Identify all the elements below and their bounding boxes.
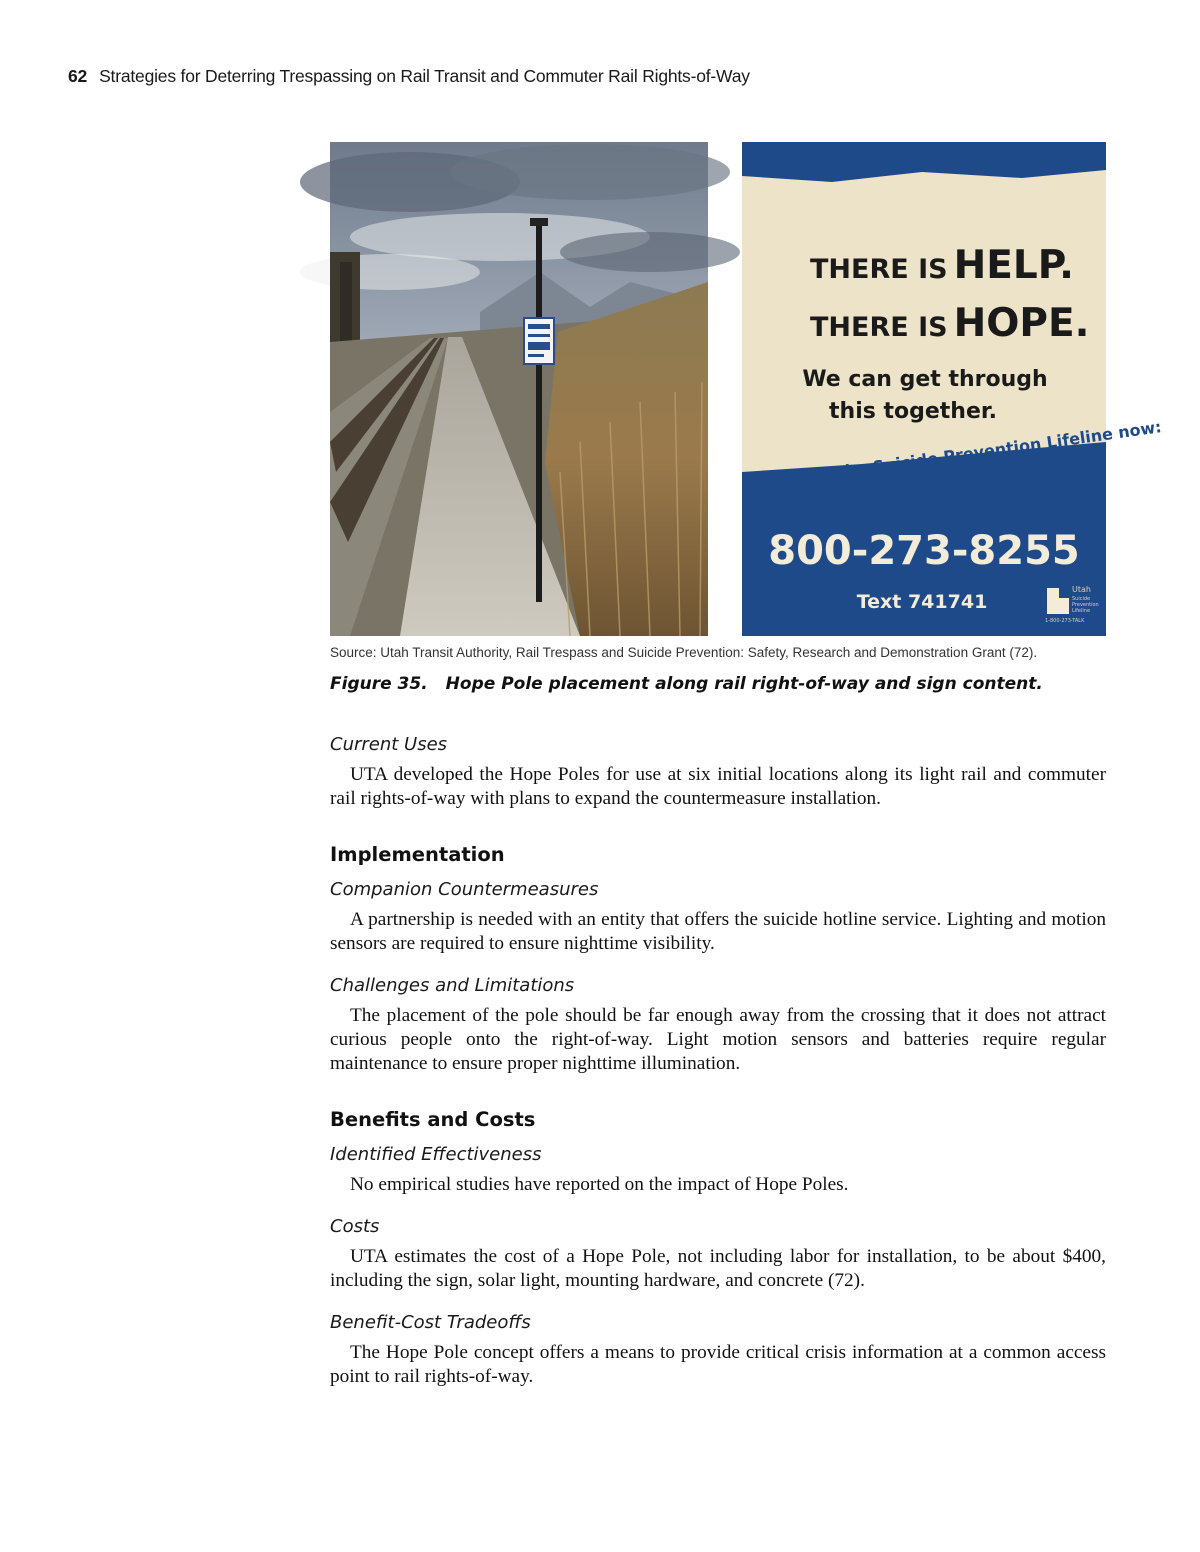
heading-effectiveness: Identified Effectiveness <box>330 1144 542 1165</box>
logo-line: Prevention <box>1072 602 1099 608</box>
paragraph-challenges: The placement of the pole should be far enough away from the crossing that it does not attract curious people onto the right-of-way. Light motion sensors and batteries require regular maintenance to ensure proper nighttime illumination. <box>330 1005 1106 1074</box>
running-head <box>68 66 750 87</box>
hope-sign-photo <box>742 142 1163 636</box>
logo-word: Utah <box>1072 585 1091 594</box>
paragraph-costs: UTA estimates the cost of a Hope Pole, not including labor for installation, to be about $400, including the sign, solar light, mounting hardware, and concrete (72). <box>330 1246 1106 1291</box>
caption-text: Hope Pole placement along rail right-of-way and sign content. <box>445 674 1043 694</box>
heading-benefits: Benefits and Costs <box>330 1108 536 1131</box>
sign-line2-small: THERE IS <box>810 312 948 343</box>
sign-text-line: Text 741741 <box>856 591 988 613</box>
paragraph-effectiveness: No empirical studies have reported on the impact of Hope Poles. <box>350 1174 849 1195</box>
heading-tradeoffs: Benefit-Cost Tradeoffs <box>330 1312 531 1333</box>
logo-line: Suicide <box>1072 596 1091 602</box>
sign-line3: We can get through <box>802 367 1048 392</box>
paragraph-current-uses: UTA developed the Hope Poles for use at six initial locations along its light rail and commuter rail rights-of-way with plans to expand the countermeasure installation. <box>330 764 1106 809</box>
figure-caption <box>330 674 1043 694</box>
heading-implementation: Implementation <box>330 843 505 866</box>
sign-line4: this together. <box>829 399 997 424</box>
sign-contact: Contact the Suicide Prevention Lifeline now: <box>761 417 1163 492</box>
paragraph-tradeoffs: The Hope Pole concept offers a means to provide critical crisis information at a common access point to rail rights-of-way. <box>330 1342 1106 1387</box>
sign-line2-big: HOPE. <box>953 301 1090 346</box>
caption-label: Figure 35. <box>330 674 428 694</box>
sign-line1-big: HELP. <box>953 243 1074 288</box>
page-number: 62 <box>68 66 88 86</box>
heading-companion: Companion Countermeasures <box>330 879 599 900</box>
sign-phone: 800-273-8255 <box>768 528 1080 574</box>
hope-pole-photo <box>330 142 708 636</box>
body-content <box>330 734 1106 1389</box>
running-title: Strategies for Deterring Trespassing on Rail Transit and Commuter Rail Rights-of-Way <box>99 66 750 86</box>
figure-source: Source: Utah Transit Authority, Rail Trespass and Suicide Prevention: Safety, Research and Demonstration Grant (72). <box>330 645 1038 660</box>
logo-phone: 1-800-273-TALK <box>1045 618 1085 624</box>
heading-costs: Costs <box>330 1216 380 1237</box>
heading-challenges: Challenges and Limitations <box>330 975 575 996</box>
paragraph-companion: A partnership is needed with an entity that offers the suicide hotline service. Lighting and motion sensors are required to ensure nighttime visibility. <box>330 909 1106 954</box>
sign-line1-small: THERE IS <box>810 254 948 285</box>
heading-current-uses: Current Uses <box>330 734 448 755</box>
logo-line: Lifeline <box>1072 608 1091 614</box>
